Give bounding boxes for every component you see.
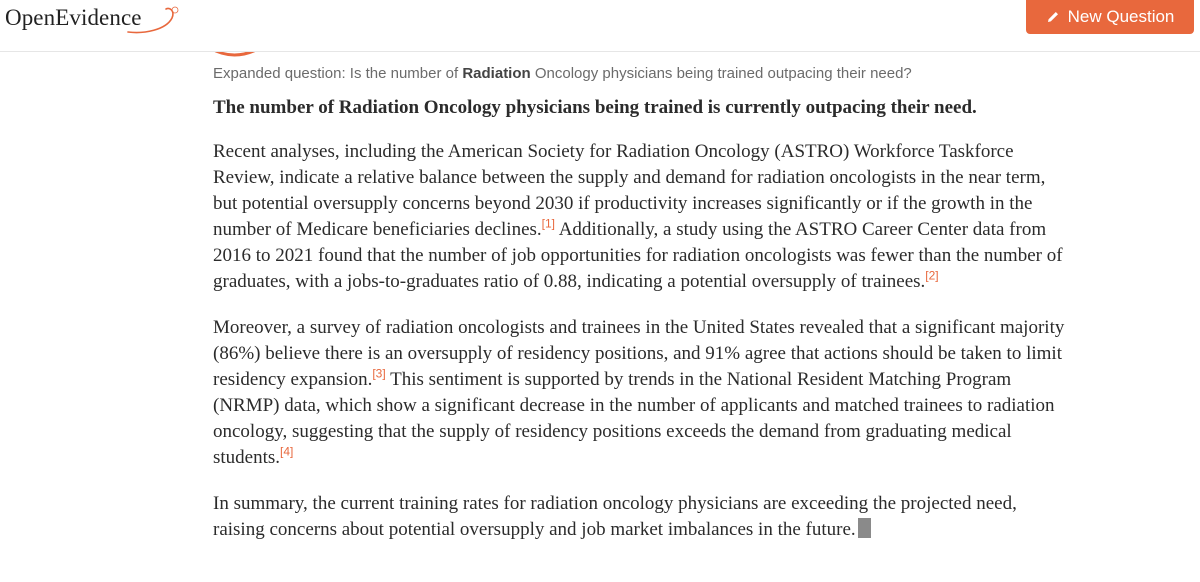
top-header (0, 0, 1200, 52)
answer-paragraph (213, 315, 1073, 471)
logo-swoosh-icon (126, 4, 180, 36)
citation-link[interactable]: [3] (372, 366, 386, 381)
answer-paragraph (213, 139, 1073, 295)
paragraph-text: In summary, the current training rates for radiation oncology physicians are exceeding the projected need, raising concerns about potential oversupply and job market imbalances in the future. (213, 493, 1017, 540)
paragraph-text: Recent analyses, including the American Society for Radiation Oncology (ASTRO) Workforce Taskforce Review, indicate a relative balance between the supply and demand for radiation oncologists in the near term, but potential oversupply concerns beyond 2030 if productivity increases significantly or if the growth in the number of Medicare beneficiaries declines. (213, 141, 1046, 240)
paragraph-text: Moreover, a survey of radiation oncologists and trainees in the United States revealed that a significant majority (86%) believe there is an oversupply of residency positions, and 91% agree that actions should be taken to limit residency expansion. (213, 317, 1065, 390)
logo[interactable] (5, 4, 142, 34)
paragraph-text: Additionally, a study using the ASTRO Career Center data from 2016 to 2021 found that the number of job opportunities for radiation oncologists was fewer than the number of graduates, with a jobs-to-graduates ratio of 0.88, indicating a potential oversupply of trainees. (213, 219, 1063, 292)
citation-link[interactable]: [1] (541, 216, 555, 231)
pencil-icon (1046, 10, 1060, 24)
new-question-button[interactable] (1026, 0, 1194, 34)
new-question-label: New Question (1067, 7, 1175, 26)
answer-content (213, 64, 1073, 543)
citation-link[interactable]: [4] (280, 444, 294, 459)
expanded-question: Expanded question: Is the number of Radiation Oncology physicians being trained outpacing their need? (213, 65, 912, 82)
paragraph-text: This sentiment is supported by trends in the National Resident Matching Program (NRMP) data, which show a significant decrease in the number of applicants and matched trainees to radiation oncology, suggesting that the supply of residency positions exceeds the demand from graduating medical students. (213, 369, 1055, 468)
citation-link[interactable]: [2] (925, 268, 939, 283)
answer-paragraphs (213, 139, 1073, 543)
typing-cursor (858, 518, 871, 538)
answer-paragraph (213, 491, 1073, 543)
logo-text: OpenEvidence (5, 5, 142, 30)
answer-headline: The number of Radiation Oncology physicians being trained is currently outpacing their need. (213, 97, 977, 118)
